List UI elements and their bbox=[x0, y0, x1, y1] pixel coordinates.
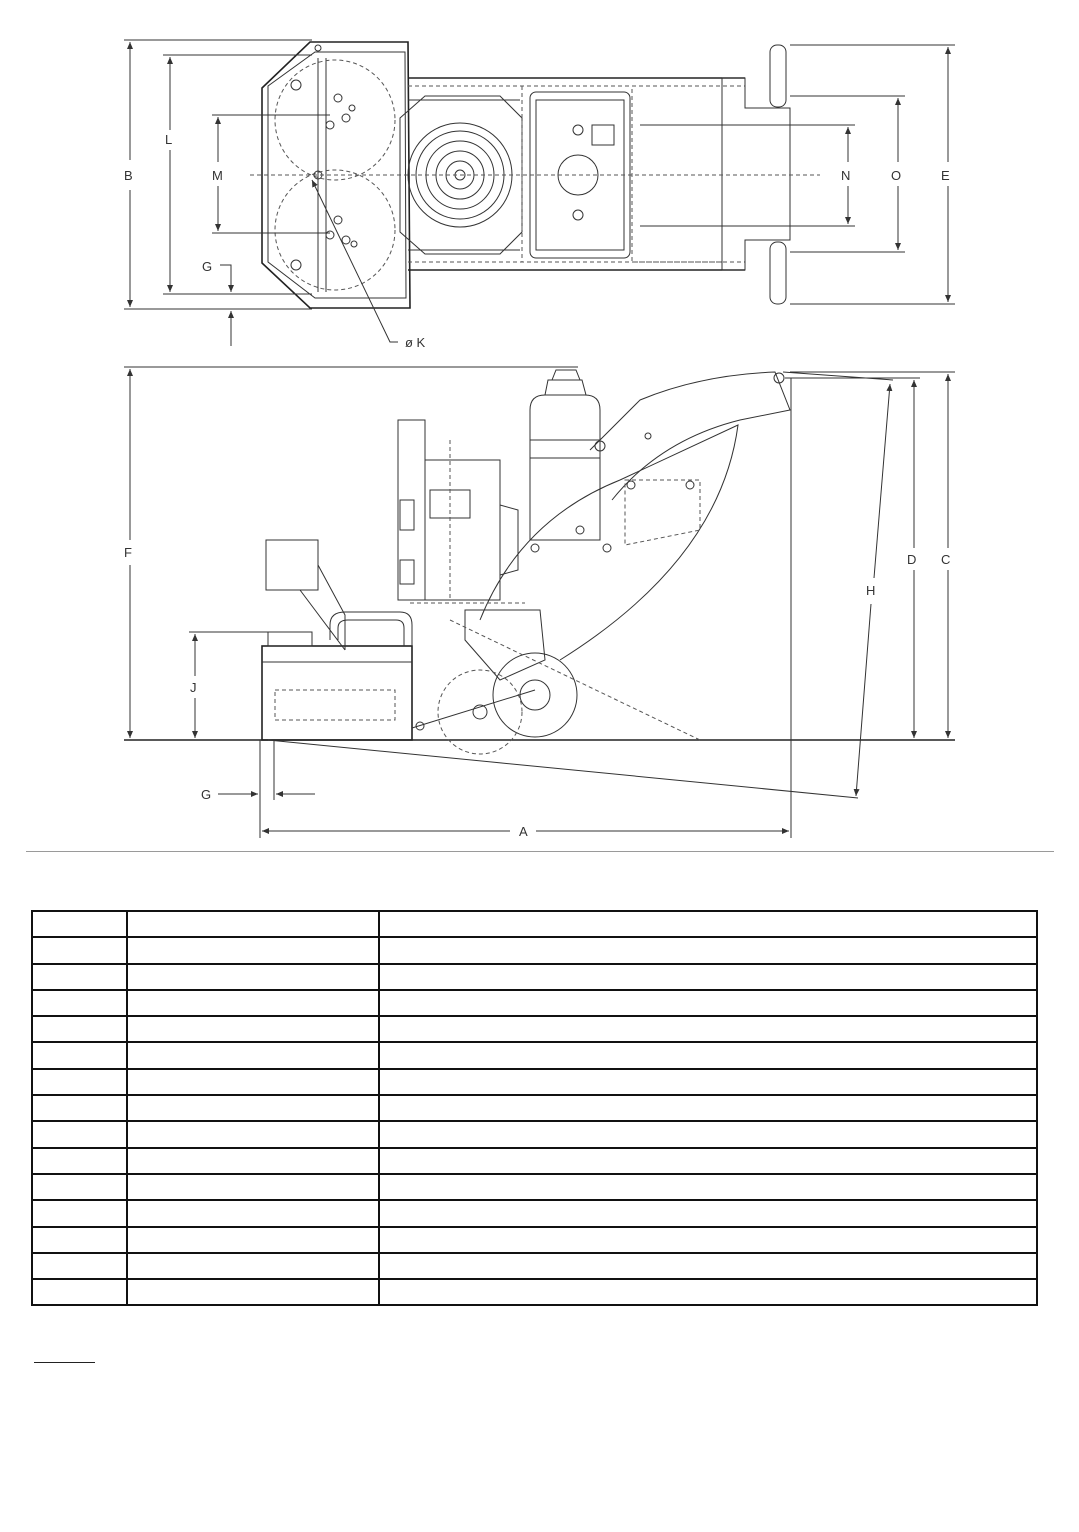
dim-label-b: B bbox=[124, 168, 133, 183]
table-row bbox=[32, 1042, 1037, 1068]
table-row bbox=[32, 1279, 1037, 1305]
table-cell bbox=[32, 937, 127, 963]
dim-label-h: H bbox=[866, 583, 876, 598]
table-cell bbox=[32, 1148, 127, 1174]
table-cell bbox=[32, 1042, 127, 1068]
dim-label-m: M bbox=[212, 168, 223, 183]
table-cell bbox=[127, 1200, 379, 1226]
table-row bbox=[32, 937, 1037, 963]
table-row bbox=[32, 1016, 1037, 1042]
table-row bbox=[32, 964, 1037, 990]
table-row bbox=[32, 1253, 1037, 1279]
table-cell bbox=[32, 1174, 127, 1200]
table-row bbox=[32, 1227, 1037, 1253]
table-cell bbox=[127, 1227, 379, 1253]
table-row bbox=[32, 1095, 1037, 1121]
dim-label-j: J bbox=[190, 680, 197, 695]
table-cell bbox=[127, 911, 379, 937]
table-cell bbox=[379, 964, 1037, 990]
dim-label-l: L bbox=[165, 132, 173, 147]
table-cell bbox=[127, 1121, 379, 1147]
table-cell bbox=[379, 1069, 1037, 1095]
specification-table bbox=[31, 910, 1038, 1306]
dim-label-g-top: G bbox=[202, 259, 213, 274]
table-cell bbox=[379, 1279, 1037, 1305]
table-cell bbox=[32, 1121, 127, 1147]
dim-label-c: C bbox=[941, 552, 951, 567]
table-cell bbox=[379, 1200, 1037, 1226]
table-row bbox=[32, 1200, 1037, 1226]
table-cell bbox=[379, 1042, 1037, 1068]
dim-label-d: D bbox=[907, 552, 917, 567]
dim-label-k: ø K bbox=[405, 335, 426, 350]
dim-label-n: N bbox=[841, 168, 851, 183]
table-cell bbox=[32, 1095, 127, 1121]
dim-label-o: O bbox=[891, 168, 902, 183]
table-cell bbox=[127, 1148, 379, 1174]
table-row bbox=[32, 911, 1037, 937]
table-cell bbox=[379, 1227, 1037, 1253]
table-cell bbox=[127, 964, 379, 990]
table-cell bbox=[32, 1200, 127, 1226]
table-cell bbox=[127, 1016, 379, 1042]
table-cell bbox=[379, 1121, 1037, 1147]
table-cell bbox=[32, 911, 127, 937]
side-view bbox=[124, 367, 955, 839]
dim-label-e: E bbox=[941, 168, 950, 183]
dim-label-g-side: G bbox=[201, 787, 212, 802]
table-cell bbox=[127, 1095, 379, 1121]
table-row bbox=[32, 1121, 1037, 1147]
table-cell bbox=[32, 1016, 127, 1042]
top-view bbox=[124, 40, 955, 350]
table-cell bbox=[127, 937, 379, 963]
table-cell bbox=[127, 1069, 379, 1095]
table-row bbox=[32, 1148, 1037, 1174]
table-row bbox=[32, 1069, 1037, 1095]
table-row bbox=[32, 1174, 1037, 1200]
table-cell bbox=[127, 1042, 379, 1068]
dim-label-f: F bbox=[124, 545, 132, 560]
table-cell bbox=[379, 990, 1037, 1016]
table-row bbox=[32, 990, 1037, 1016]
table-cell bbox=[32, 1227, 127, 1253]
table-cell bbox=[32, 1253, 127, 1279]
table-cell bbox=[379, 1016, 1037, 1042]
dim-label-a: A bbox=[519, 824, 528, 839]
table-cell bbox=[127, 1279, 379, 1305]
specification-table-body bbox=[32, 911, 1037, 1305]
table-cell bbox=[32, 1069, 127, 1095]
footnote-rule bbox=[34, 1362, 95, 1363]
table-cell bbox=[379, 1253, 1037, 1279]
table-cell bbox=[379, 1148, 1037, 1174]
section-divider bbox=[26, 851, 1054, 852]
table-cell bbox=[32, 990, 127, 1016]
table-cell bbox=[127, 1253, 379, 1279]
table-cell bbox=[379, 1095, 1037, 1121]
table-cell bbox=[379, 1174, 1037, 1200]
table-cell bbox=[379, 911, 1037, 937]
table-cell bbox=[127, 1174, 379, 1200]
table-cell bbox=[32, 964, 127, 990]
table-cell bbox=[32, 1279, 127, 1305]
table-cell bbox=[379, 937, 1037, 963]
table-cell bbox=[127, 990, 379, 1016]
